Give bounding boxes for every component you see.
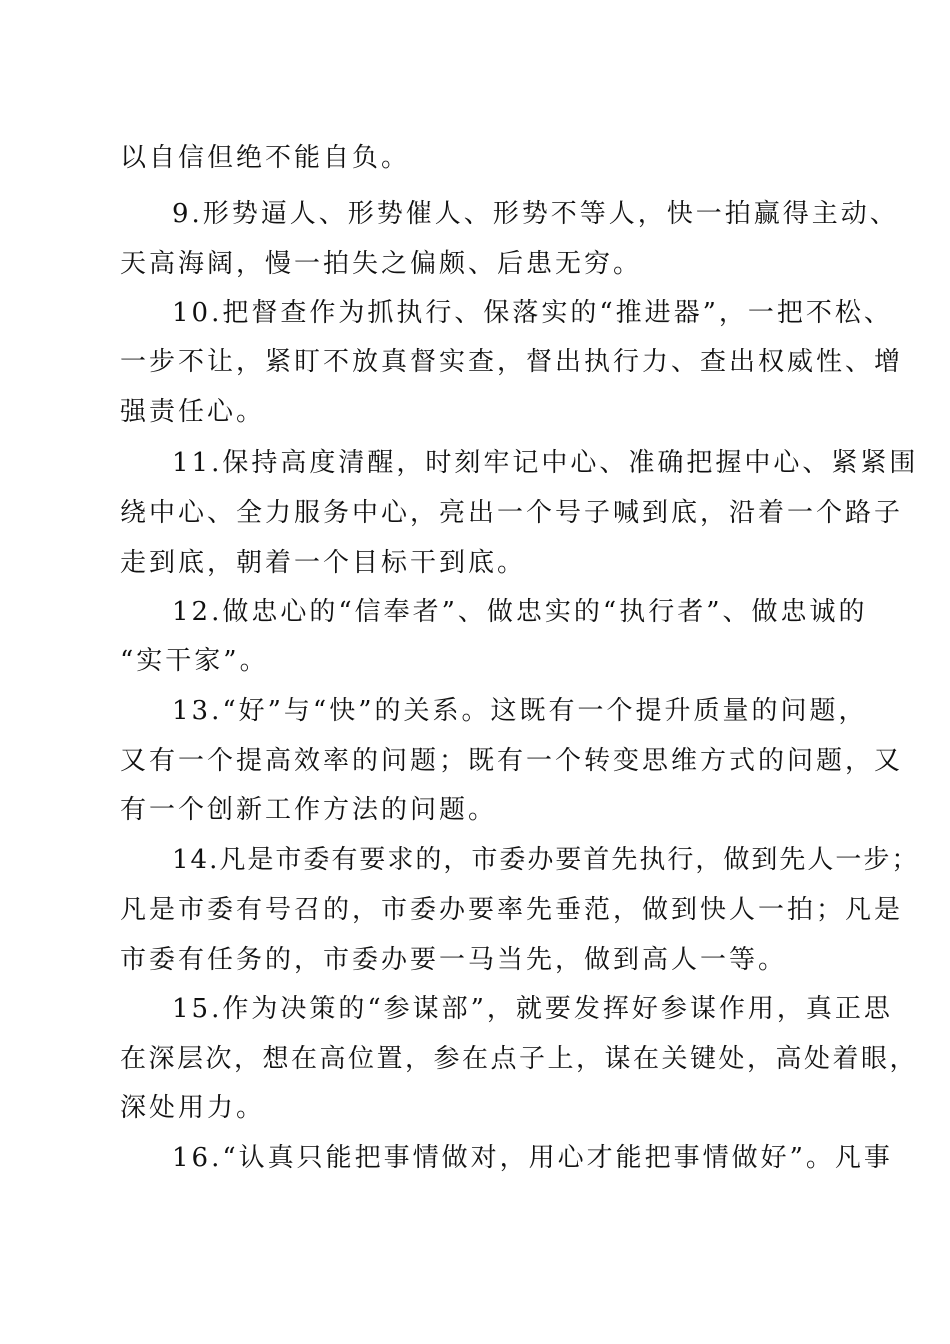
text-line: 天高海阔，慢一拍失之偏颇、后患无穷。 [120,249,643,279]
text-line: 又有一个提高效率的问题；既有一个转变思维方式的问题，又 [120,746,904,776]
text-line: 市委有任务的，市委办要一马当先，做到高人一等。 [120,945,788,975]
text-line: 15.作为决策的“参谋部”，就要发挥好参谋作用，真正思 [172,994,893,1024]
text-line: 在深层次，想在高位置，参在点子上，谋在关键处，高处着眼， [120,1044,919,1074]
text-line: 一步不让，紧盯不放真督实查，督出执行力、查出权威性、增 [120,347,904,377]
text-line: 10.把督查作为抓执行、保落实的“推进器”，一把不松、 [172,298,893,328]
text-line: 绕中心、全力服务中心，亮出一个号子喊到底，沿着一个路子 [120,498,904,528]
text-line: 13.“好”与“快”的关系。这既有一个提升质量的问题， [172,696,868,726]
text-line: “实干家”。 [120,646,269,676]
text-line: 9.形势逼人、形势催人、形势不等人，快一拍赢得主动、 [172,199,899,229]
text-line: 深处用力。 [120,1093,266,1123]
text-line: 以自信但绝不能自负。 [120,143,411,173]
text-line: 走到底，朝着一个目标干到底。 [120,548,527,578]
text-line: 11.保持高度清醒，时刻牢记中心、准确把握中心、紧紧围 [172,448,919,478]
text-line: 强责任心。 [120,397,266,427]
text-line: 12.做忠心的“信奉者”、做忠实的“执行者”、做忠诚的 [172,597,868,627]
text-line: 16.“认真只能把事情做对，用心才能把事情做好”。凡事 [172,1143,893,1173]
text-line: 凡是市委有号召的，市委办要率先垂范，做到快人一拍；凡是 [120,895,904,925]
text-line: 有一个创新工作方法的问题。 [120,795,498,825]
text-line: 14.凡是市委有要求的，市委办要首先执行，做到先人一步； [172,845,920,875]
